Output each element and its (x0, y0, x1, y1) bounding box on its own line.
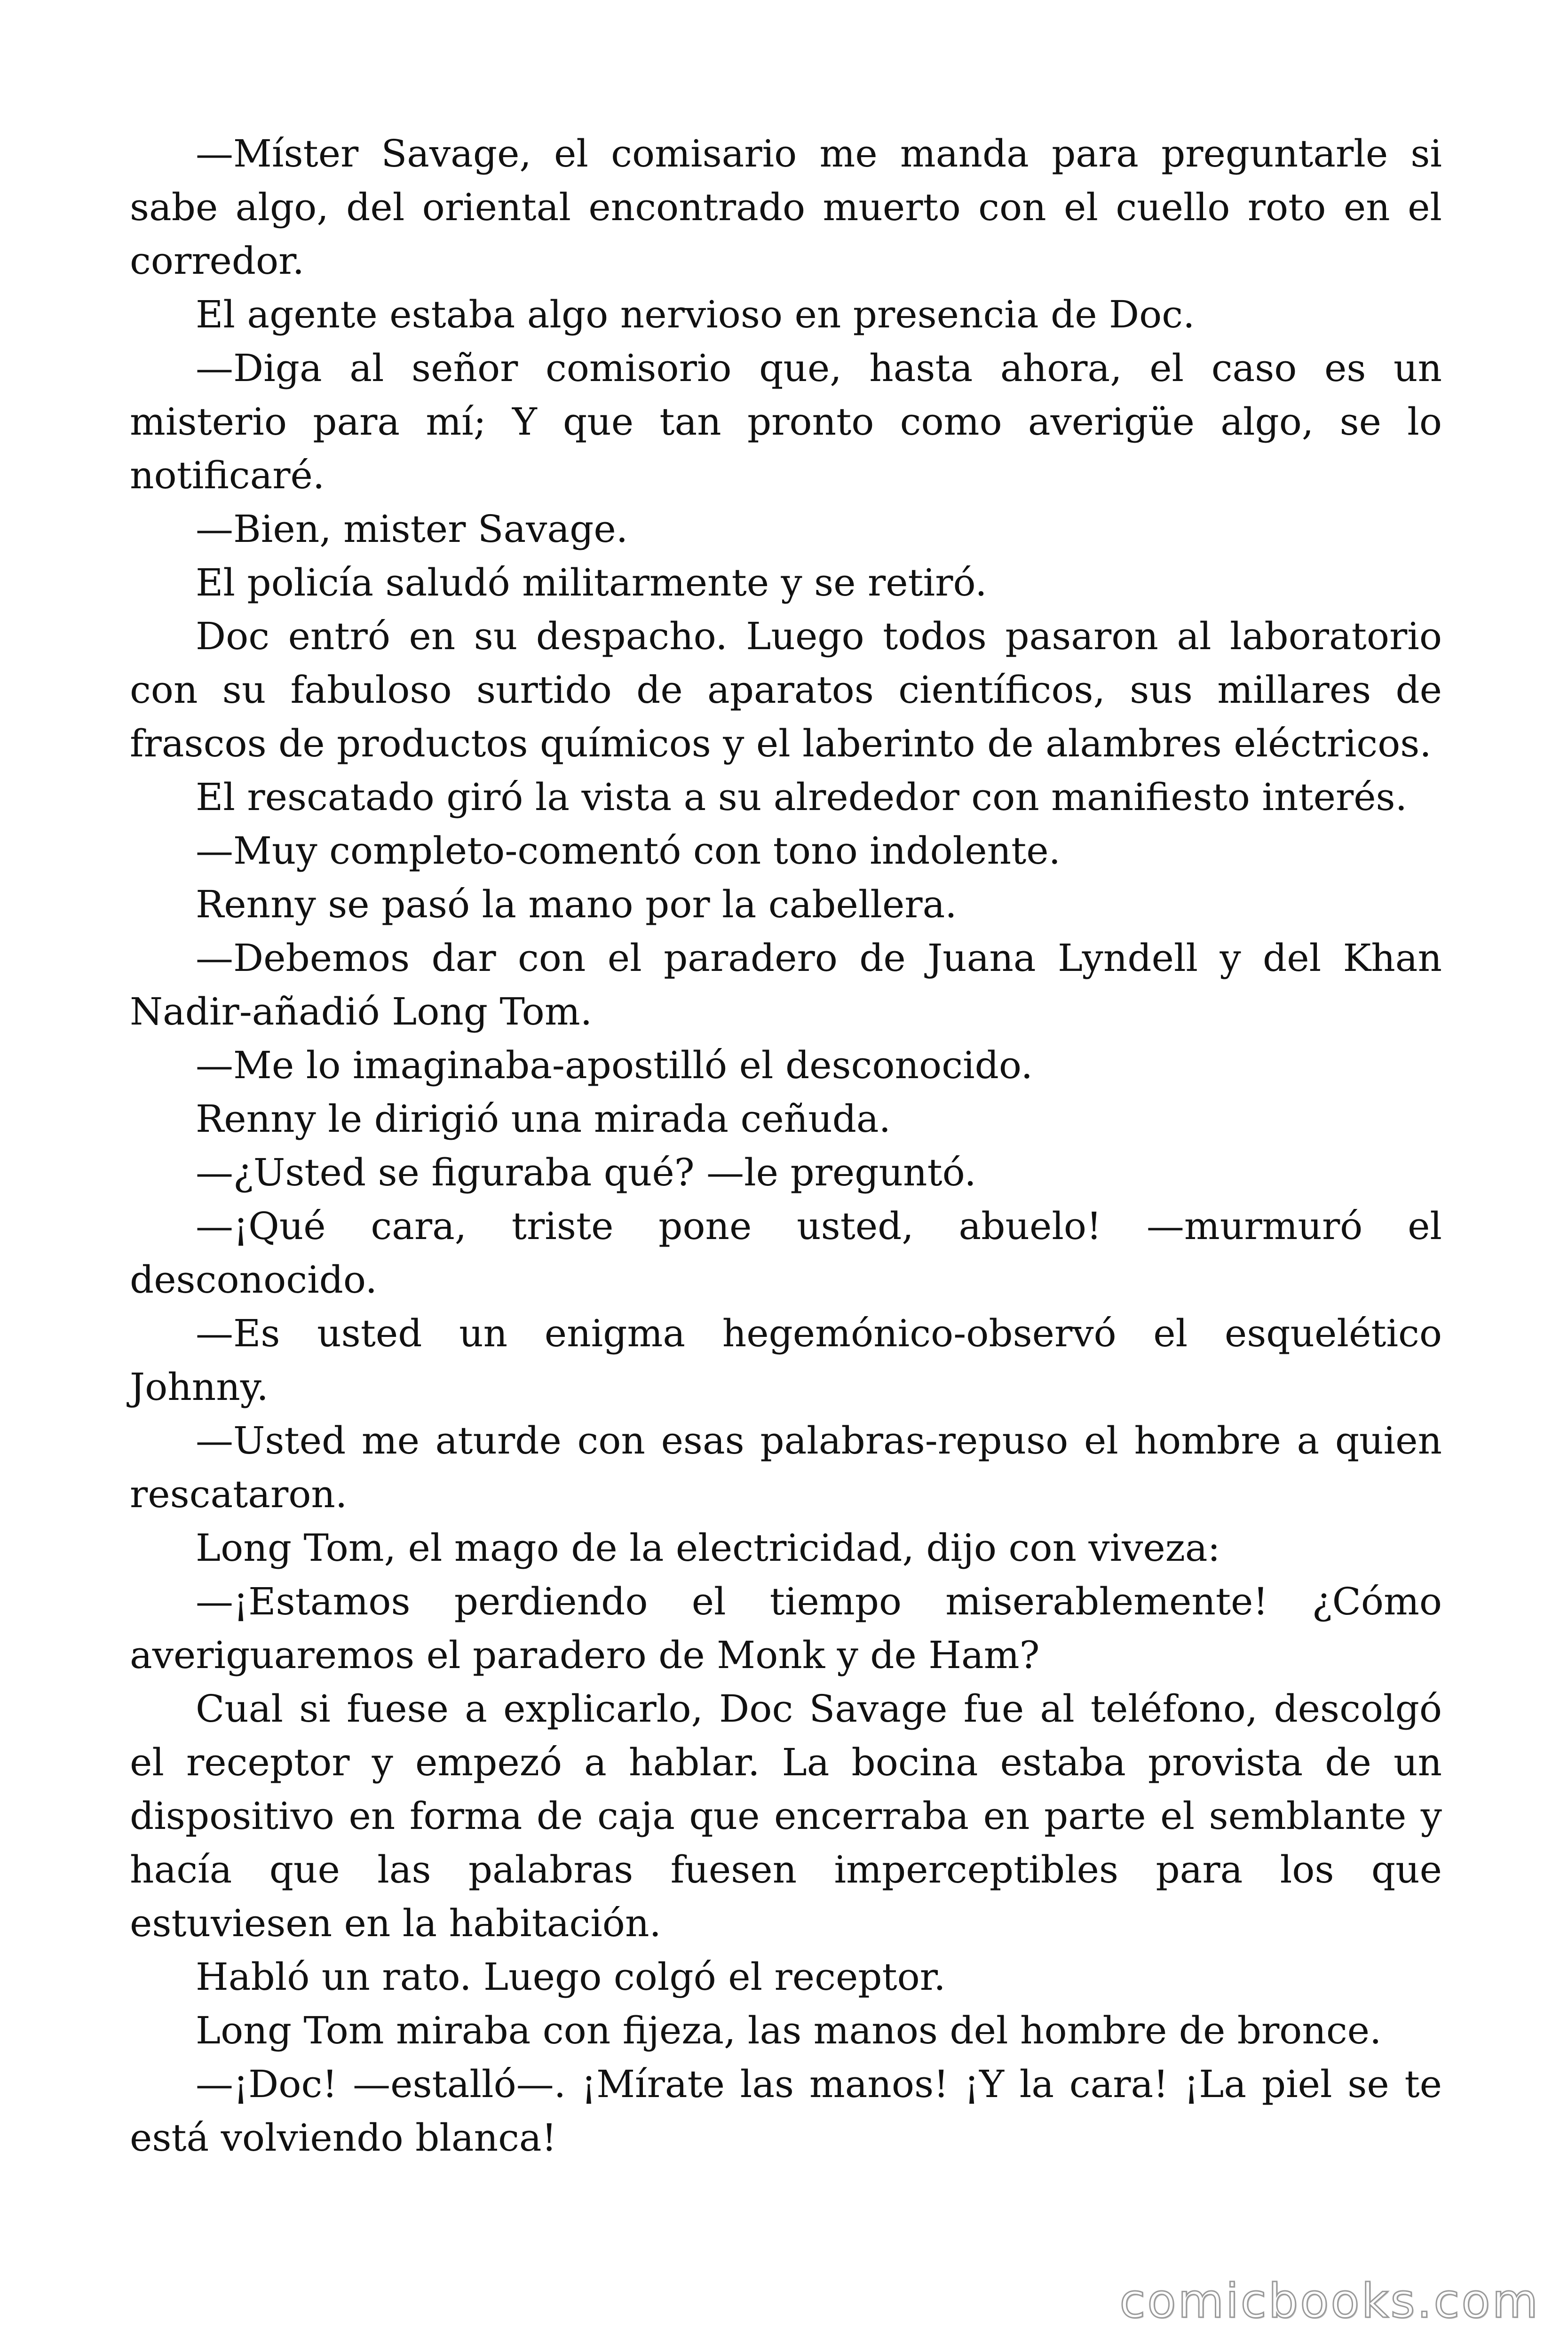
paragraph-12: Renny le dirigió una mirada ceñuda. (196, 1097, 891, 1141)
paragraph-9: Renny se pasó la mano por la cabellera. (196, 882, 957, 926)
paragraph-15: —Es usted un enigma hegemónico-observó el esquelético Johnny. (130, 1311, 1442, 1409)
paragraph-11: —Me lo imaginaba-apostilló el desconocido. (196, 1043, 1033, 1087)
paragraph-4: —Bien, mister Savage. (196, 507, 628, 551)
paragraph-8: —Muy completo-comentó con tono indolente. (196, 829, 1061, 873)
paragraph-6: Doc entró en su despacho. Luego todos pasaron al laboratorio con su fabuloso surtido de aparatos científicos, sus millares de frascos de productos químicos y el laberinto de alambres eléctricos. (130, 614, 1442, 765)
paragraph-1: —Míster Savage, el comisario me manda para preguntarle si sabe algo, del oriental encontrado muerto con el cuello roto en el corredor. (130, 132, 1442, 283)
paragraph-7: El rescatado giró la vista a su alrededor con manifiesto interés. (196, 775, 1408, 819)
paragraph-17: Long Tom, el mago de la electricidad, dijo con viveza: (196, 1526, 1220, 1570)
paragraph-5: El policía saludó militarmente y se retiró. (196, 561, 987, 604)
paragraph-2: El agente estaba algo nervioso en presencia de Doc. (196, 293, 1195, 336)
paragraph-13: —¿Usted se figuraba qué? —le preguntó. (196, 1151, 976, 1194)
paragraph-3: —Diga al señor comisorio que, hasta ahora, el caso es un misterio para mí; Y que tan pronto como averigüe algo, se lo notificaré. (130, 346, 1442, 497)
watermark-logo: comicbooks.com (1119, 2273, 1540, 2328)
paragraph-14: —¡Qué cara, triste pone usted, abuelo! —murmuró el desconocido. (130, 1204, 1442, 1302)
paragraph-16: —Usted me aturde con esas palabras-repuso el hombre a quien rescataron. (130, 1419, 1442, 1516)
paragraph-18: —¡Estamos perdiendo el tiempo miserablemente! ¿Cómo averiguaremos el paradero de Monk y de Ham? (130, 1580, 1442, 1677)
paragraph-10: —Debemos dar con el paradero de Juana Lyndell y del Khan Nadir-añadió Long Tom. (130, 936, 1442, 1033)
paragraph-22: —¡Doc! —estalló—. ¡Mírate las manos! ¡Y la cara! ¡La piel se te está volviendo blanca! (130, 2062, 1442, 2160)
paragraph-19: Cual si fuese a explicarlo, Doc Savage fue al teléfono, descolgó el receptor y empezó a hablar. La bocina estaba provista de un dispositivo en forma de caja que encerraba en parte el semblante y hacía que las palabras fuesen imperceptibles para los que estuviesen en la habitación. (130, 1687, 1442, 1945)
book-page-text (130, 127, 1442, 2165)
paragraph-21: Long Tom miraba con fijeza, las manos del hombre de bronce. (196, 2009, 1382, 2052)
paragraph-20: Habló un rato. Luego colgó el receptor. (196, 1955, 946, 1999)
